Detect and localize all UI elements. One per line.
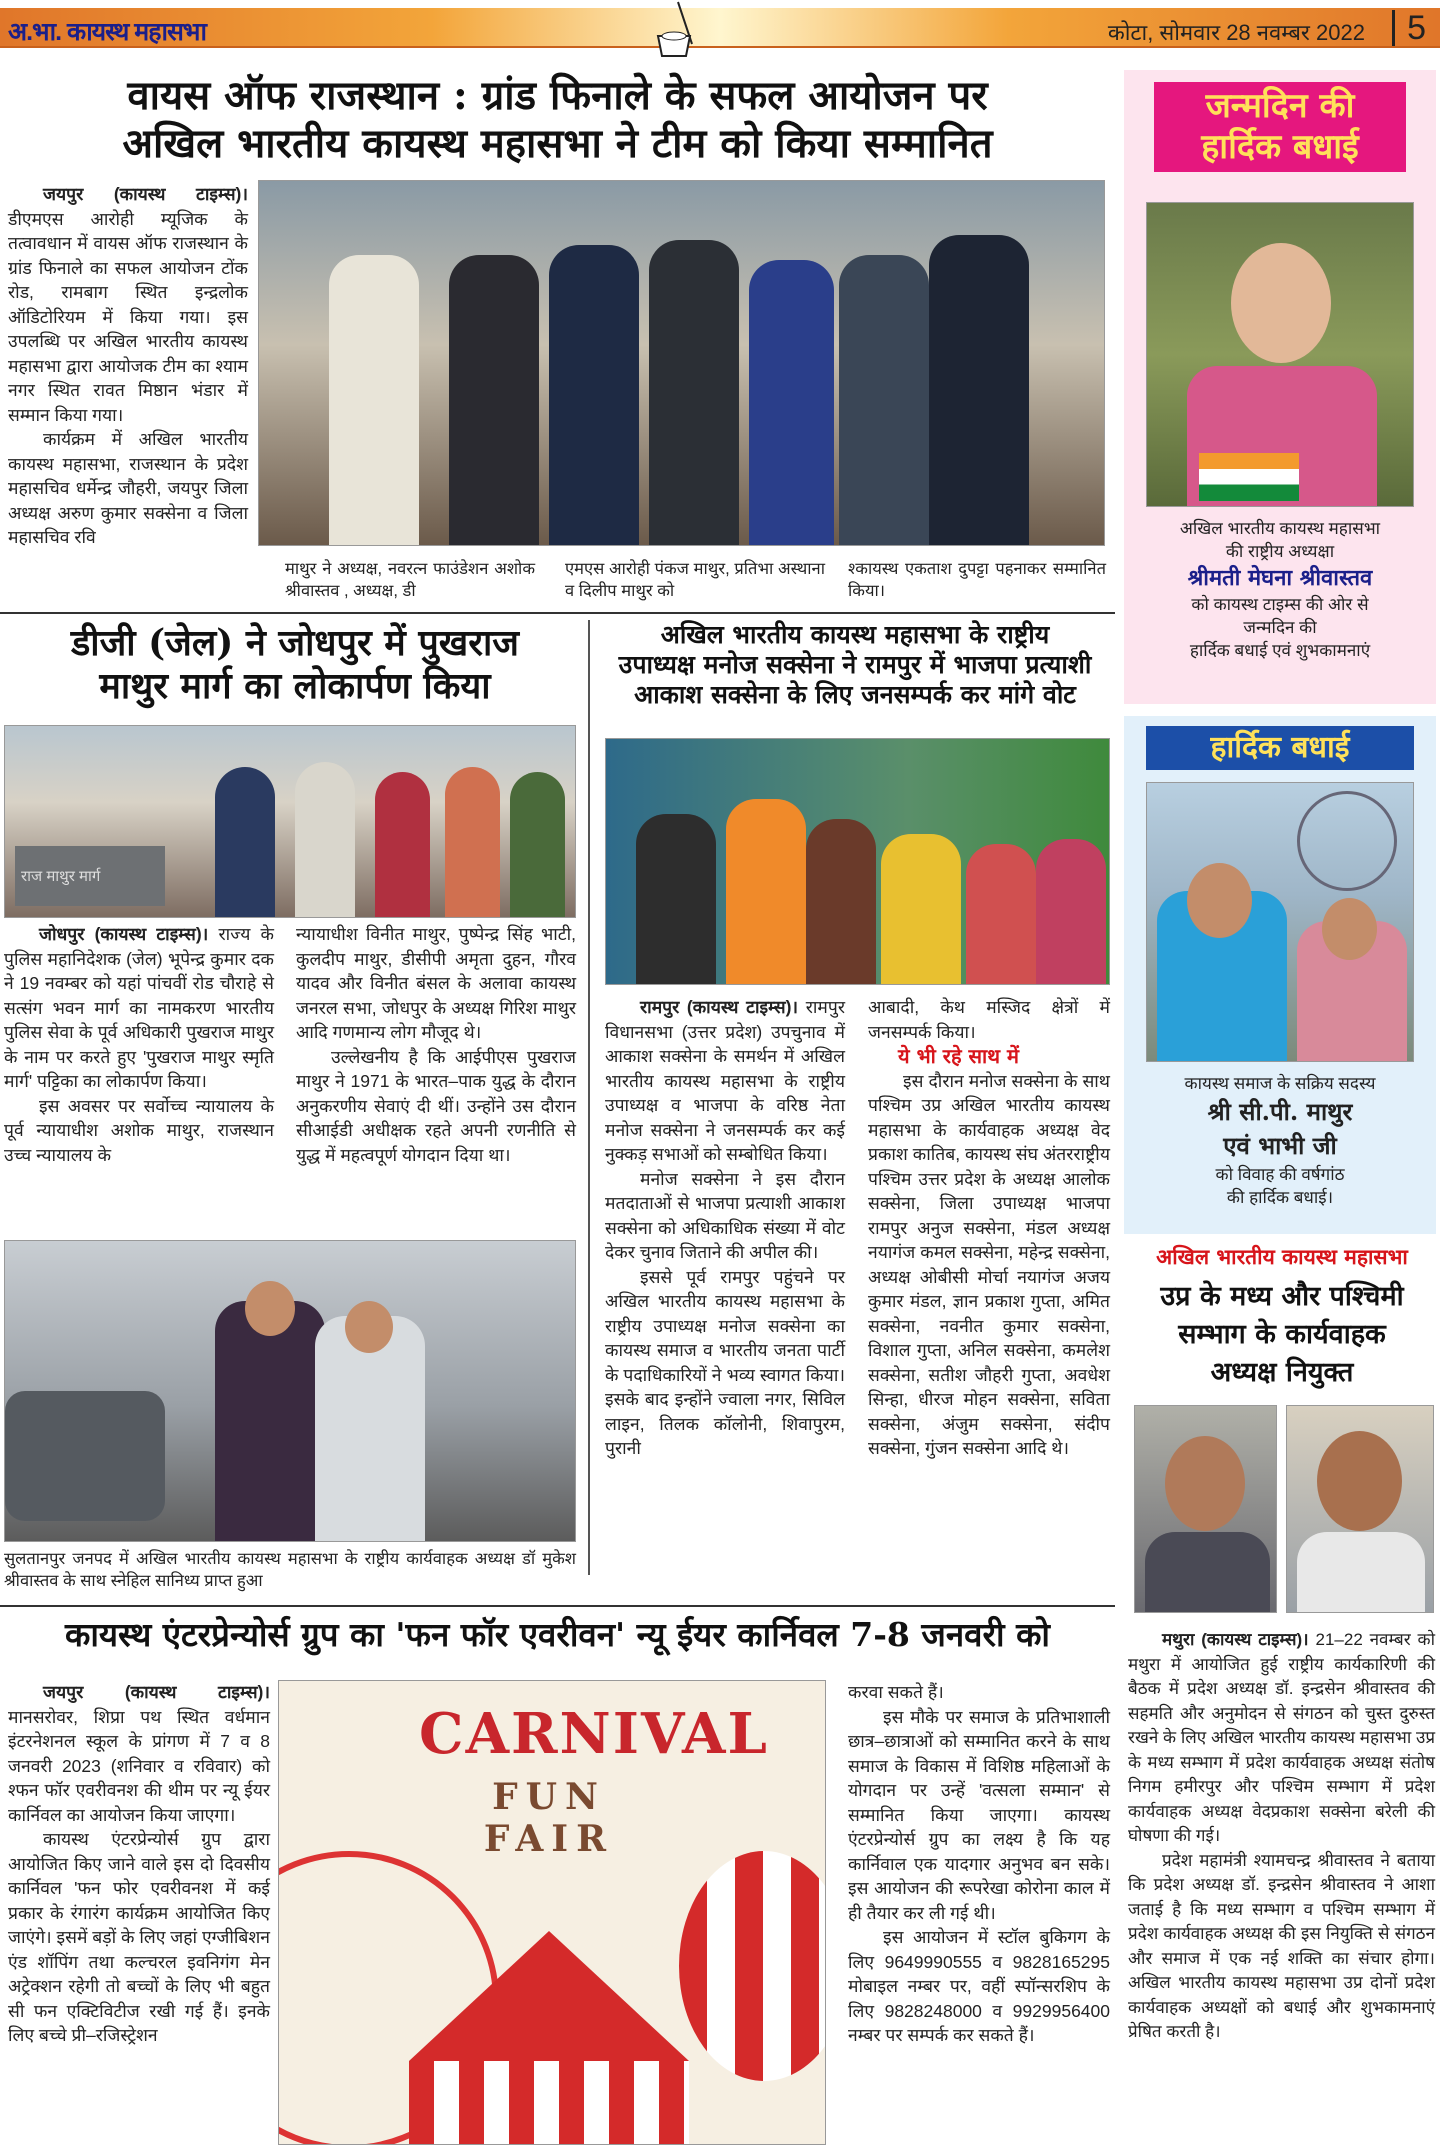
memorial-plaque: राज माथुर मार्ग xyxy=(15,846,165,906)
honoree-name: श्रीमती मेघना श्रीवास्तव xyxy=(1187,565,1373,591)
anniversary-message xyxy=(1134,1072,1426,1209)
dateline: रामपुर (कायस्थ टाइम्स)। xyxy=(640,997,799,1017)
poster-title: CARNIVAL xyxy=(419,1701,769,1767)
quill-inkpot-icon xyxy=(640,0,710,58)
article3-body-col2 xyxy=(868,995,1110,1461)
paragraph: डीएमएस आरोही म्यूजिक के तत्वावधान में वायस ऑफ राजस्थान के ग्रांड फिनाले का सफल आयोजन टोंक रोड, रामबाग स्थित इन्द्रलोक ऑडिटोरियम में किया गया। इस उपलब्धि पर अखिल भारतीय कायस्थ महासभा द्वारा आयोजक टीम का श्याम नगर स्थित रावत मिष्ठान भंडार में सम्मान किया गया। xyxy=(8,208,248,425)
article5-body xyxy=(1128,1628,1435,2045)
article4-headline: कायस्थ एंटरप्रेन्योर्स ग्रुप का 'फन फॉर एवरीवन' न्यू ईयर कार्निवल 7-8 जनवरी को xyxy=(65,1615,1050,1654)
paragraph: मनोज सक्सेना ने इस दौरान मतदाताओं से भाजपा प्रत्याशी आकाश सक्सेना को अधिकाधिक संख्या में वोट देकर चुनाव जिताने की अपील की। xyxy=(605,1168,845,1262)
paragraph: रामपुर विधानसभा (उत्तर प्रदेश) उपचुनाव में आकाश सक्सेना के समर्थन में अखिल भारतीय कायस्थ महासभा के राष्ट्रीय उपाध्यक्ष व भाजपा के वरिष्ठ नेता मनोज सक्सेना ने जनसम्पर्क कर कई नुक्कड़ सभाओं को सम्बोधित किया। xyxy=(605,997,845,1164)
paragraph: करवा सकते हैं। xyxy=(848,1682,944,1702)
message-line: की हार्दिक बधाई। xyxy=(1226,1188,1334,1207)
birthday-photo xyxy=(1146,202,1414,507)
headline-line: डीजी (जेल) ने जोधपुर में पुखराज xyxy=(71,622,519,664)
birthday-box xyxy=(1124,70,1436,704)
honoree-name: एवं भाभी जी xyxy=(1223,1131,1337,1160)
divider xyxy=(0,1605,1115,1607)
heading-line: जन्मदिन की xyxy=(1205,86,1355,126)
paragraph: इस मौके पर समाज के प्रतिभाशाली छात्र–छात्राओं को सम्मानित करने के साथ समाज के विकास में विशिष्ठ महिलाओं के योगदान पर उन्हें 'वत्सला सम्मान' से सम्मानित किया जाएगा। कायस्थ एंटरप्रेन्योर्स ग्रुप का लक्ष्य है कि यह कार्निवाल एक यादगार अनुभव बन सके। इस आयोजन की रूपरेखा कोरोना काल में ही तैयार कर ली गई थी। xyxy=(848,1706,1110,1923)
headline-line: माथुर मार्ग का लोकार्पण किया xyxy=(99,665,491,708)
divider xyxy=(0,612,1115,614)
birthday-message xyxy=(1134,517,1426,662)
page-number: 5 xyxy=(1392,10,1426,46)
message-line: की राष्ट्रीय अध्यक्षा xyxy=(1225,542,1335,561)
article1-body xyxy=(8,182,248,550)
article4-body-col2 xyxy=(848,1680,1110,2048)
anniversary-box xyxy=(1124,716,1436,1234)
paragraph: इस दौरान मनोज सक्सेना के साथ पश्चिम उप्र अखिल भारतीय कायस्थ महासभा के कार्यवाहक अध्यक्ष वेद प्रकाश कातिब, कायस्थ संघ अंतरराष्ट्रीय पश्चिम उत्तर प्रदेश के अध्यक्ष आलोक सक्सेना, जिला उपाध्यक्ष भाजपा रामपुर अनुज सक्सेना, मंडल अध्यक्ष नयागंज कमल सक्सेना, महेन्द्र सक्सेना, अध्यक्ष ओबीसी मोर्चा नयागंज अजय कुमार मंडल, ज्ञान प्रकाश गुप्ता, अमित सक्सेना, नवनीत कुमार सक्सेना, विशाल गुप्ता, अनिल सक्सेना, कमलेश सक्सेना, सतीश जौहरी गुप्ता, अवधेश सिन्हा, धीरज मोहन सक्सेना, सविता सक्सेना, अंजुम सक्सेना, संदीप सक्सेना, गुंजन सक्सेना आदि थे। xyxy=(868,1070,1110,1458)
indian-flag-icon xyxy=(1199,453,1299,501)
column-rule xyxy=(588,620,590,1575)
article3-headline xyxy=(595,620,1115,710)
appointee-photo-1 xyxy=(1134,1405,1277,1613)
issue-date: कोटा, सोमवार 28 नवम्बर 2022 xyxy=(1107,20,1365,45)
honoree-name: श्री सी.पी. माथुर xyxy=(1207,1097,1353,1126)
headline-line: अखिल भारतीय कायस्थ महासभा ने टीम को किया सम्मानित xyxy=(122,120,993,167)
headline-line: सम्भाग के कार्यवाहक xyxy=(1178,1319,1386,1350)
article2-body-col2 xyxy=(296,922,576,1167)
paragraph: 21–22 नवम्बर को मथुरा में आयोजित हुई राष्ट्रीय कार्यकारिणी की बैठक में प्रदेश अध्यक्ष डॉ. इन्द्रसेन श्रीवास्तव की सहमति और अनुमोदन से संगठन को चुस्त दुरुस्त रखने के लिए अखिल भारतीय कायस्थ महासभा उप्र के मध्य सम्भाग में प्रदेश कार्यवाहक अध्यक्ष संतोष निगम हमीरपुर और पश्चिम सम्भाग में प्रदेश कार्यवाहक अध्यक्ष वेदप्रकाश सक्सेना बरेली की घोषणा की गई। xyxy=(1128,1630,1435,1845)
paragraph: इस आयोजन में स्टॉल बुकिगग के लिए 9649990555 व 9828165295 मोबाइल नम्बर पर, वहीं स्पॉन्सरशिप के लिए 9828248000 व 9929956400 नम्बर पर सम्पर्क कर सकते हैं। xyxy=(848,1927,1110,2045)
sultanpur-caption: सुलतानपुर जनपद में अखिल भारतीय कायस्थ महासभा के राष्ट्रीय कार्यवाहक अध्यक्ष डॉ मुकेश श्रीवास्तव के साथ स्नेहिल सानिध्य प्राप्त हुआ xyxy=(4,1550,576,1590)
birthday-heading xyxy=(1154,82,1406,172)
article3-body-col1 xyxy=(605,995,845,1461)
paragraph: राज्य के पुलिस महानिदेशक (जेल) भूपेन्द्र कुमार दक ने 19 नवम्बर को यहां पांचवीं रोड चौराहे से सत्संग भवन मार्ग का नामकरण भारतीय पुलिस सेवा के पूर्व अधिकारी पुखराज माथुर के नाम पर करते हुए 'पुखराज माथुर स्मृति मार्ग' पट्टिका का लोकार्पण किया। xyxy=(4,924,274,1091)
article5-kicker: अखिल भारतीय कायस्थ महासभा xyxy=(1156,1244,1408,1269)
hot-air-balloon-icon xyxy=(679,1851,826,2081)
article1-continuation: एमएस आरोही पंकज माथुर, प्रतिभा अस्थाना व दिलीप माथुर को xyxy=(565,560,825,600)
brand-title: अ.भा. कायस्थ महासभा xyxy=(8,18,206,46)
paragraph: कार्यक्रम में अखिल भारतीय कायस्थ महासभा, राजस्थान के प्रदेश महासचिव धर्मेन्द्र जौहरी, जयपुर जिला अध्यक्ष अरुण कुमार सक्सेना व जिला महासचिव रवि xyxy=(8,429,248,547)
dateline: जयपुर (कायस्थ टाइम्स)। xyxy=(43,184,248,204)
article2-photo xyxy=(4,725,576,918)
heading-line: हार्दिक बधाई xyxy=(1201,126,1359,167)
paragraph: कायस्थ एंटरप्रेन्योर्स ग्रुप द्वारा आयोजित किए जाने वाले इस दो दिवसीय कार्निवल 'फन फोर एवरीवनश में कई प्रकार के रंगारंग कार्यक्रम आयोजित किए जाएंगे। इसमें बड़ों के लिए जहां एग्जीबिशन एंड शॉपिंग तथा कल्चरल इवनिगंग मेन अट्रेक्शन रहेगी तो बच्चों के लिए भी बहुत सी फन एक्टिविटीज रखी गई हैं। इनके लिए बच्चे प्री–रजिस्ट्रेशन xyxy=(8,1829,271,2045)
message-line: को कायस्थ टाइम्स की ओर से xyxy=(1191,595,1369,614)
article2-body-col1 xyxy=(4,922,274,1167)
sultanpur-photo xyxy=(4,1240,576,1542)
circus-tent-icon xyxy=(409,1931,689,2061)
dateline: जयपुर (कायस्थ टाइम्स)। xyxy=(43,1682,270,1702)
paragraph: मानसरोवर, शिप्रा पथ स्थित वर्धमान इंटरनेशनल स्कूल के प्रांगण में 7 व 8 जनवरी 2023 (शनिवार व रविवार) को श्फन फॉर एवरीवनश की थीम पर न्यू ईयर कार्निवल का आयोजन किया जाएगा। xyxy=(8,1706,270,1825)
article5-headline xyxy=(1124,1278,1440,1392)
appointee-photo-2 xyxy=(1286,1405,1434,1613)
paragraph: उल्लेखनीय है कि आईपीएस पुखराज माथुर ने 1971 के भारत–पाक युद्ध के दौरान अनुकरणीय सेवाएं दी थीं। उन्होंने उस दौरान सीआईडी अधीक्षक रहते अपनी रणनीति से युद्ध में महत्वपूर्ण योगदान दिया था। xyxy=(296,1046,576,1165)
paragraph: न्यायाधीश विनीत माथुर, पुष्पेन्द्र सिंह भाटी, कुलदीप माथुर, डीसीपी अमृता दुहन, गौरव यादव और विनीत बंसल के अलावा कायस्थ जनरल सभा, जोधपुर के अध्यक्ष गिरिश माथुर आदि गणमान्य लोग मौजूद थे। xyxy=(296,924,576,1042)
article1-continuation: श्कायस्थ एकताश दुपट्टा पहनाकर सम्मानित किया। xyxy=(848,560,1106,600)
article1-continuation: माथुर ने अध्यक्ष, नवरत्न फाउंडेशन अशोक श्रीवास्तव , अध्यक्ष, डी xyxy=(285,560,535,600)
paragraph: आबादी, केथ मस्जिद क्षेत्रों में जनसम्पर्क किया। xyxy=(868,997,1110,1042)
article4-body-col1 xyxy=(8,1680,270,2048)
headline-line: उप्र के मध्य और पश्चिमी xyxy=(1160,1281,1404,1312)
headline-line: उपाध्यक्ष मनोज सक्सेना ने रामपुर में भाजपा प्रत्याशी xyxy=(618,650,1092,679)
message-line: कायस्थ समाज के सक्रिय सदस्य xyxy=(1184,1074,1376,1093)
headline-line: अध्यक्ष नियुक्त xyxy=(1210,1357,1354,1388)
poster-subtitle: FUN FAIR xyxy=(483,1776,615,1860)
article1-headline xyxy=(0,72,1115,168)
message-line: को विवाह की वर्षगांठ xyxy=(1215,1165,1345,1184)
paragraph: इससे पूर्व रामपुर पहुंचने पर अखिल भारतीय कायस्थ महासभा के राष्ट्रीय उपाध्यक्ष मनोज सक्सेना का कायस्थ समाज व भारतीय जनता पार्टी के पदाधिकारियों ने भव्य स्वागत किया। इसके बाद इन्होंने ज्वाला नगर, सिविल लाइन, तिलक कॉलोनी, शिवापुरम, पुरानी xyxy=(605,1266,845,1458)
dateline: मथुरा (कायस्थ टाइम्स)। xyxy=(1162,1630,1309,1649)
anniversary-heading: हार्दिक बधाई xyxy=(1146,726,1414,770)
article1-group-photo xyxy=(258,180,1105,546)
paragraph: प्रदेश महामंत्री श्यामचन्द्र श्रीवास्तव ने बताया कि प्रदेश अध्यक्ष डॉ. इन्द्रसेन श्रीवास्तव ने आशा जताई है कि मध्य सम्भाग व पश्चिम सम्भाग में प्रदेश कार्यवाहक अध्यक्ष की इस नियुक्ति से संगठन और समाज में एक नई शक्ति का संचार होगा। अखिल भारतीय कायस्थ महासभा उप्र दोनों प्रदेश कार्यवाहक अध्यक्षों को बधाई और शुभकामनाएं प्रेषित करती है। xyxy=(1128,1850,1435,2041)
london-eye-icon xyxy=(1297,791,1397,891)
message-line: जन्मदिन की xyxy=(1243,618,1317,637)
headline-line: अखिल भारतीय कायस्थ महासभा के राष्ट्रीय xyxy=(660,620,1050,649)
subheading: ये भी रहे साथ में xyxy=(898,1044,1019,1068)
message-line: अखिल भारतीय कायस्थ महासभा xyxy=(1179,519,1381,538)
message-line: हार्दिक बधाई एवं शुभकामनाएं xyxy=(1189,641,1371,660)
carnival-poster xyxy=(278,1680,826,2145)
paragraph: इस अवसर पर सर्वोच्च न्यायालय के पूर्व न्यायाधीश अशोक माथुर, राजस्थान उच्च न्यायालय के xyxy=(4,1095,274,1165)
dateline: जोधपुर (कायस्थ टाइम्स)। xyxy=(39,924,209,944)
article2-headline xyxy=(0,622,590,708)
article3-photo xyxy=(605,738,1110,985)
headline-line: आकाश सक्सेना के लिए जनसम्पर्क कर मांगे वोट xyxy=(634,680,1076,709)
headline-line: वायस ऑफ राजस्थान : ग्रांड फिनाले के सफल आयोजन पर xyxy=(127,72,988,119)
anniversary-photo xyxy=(1146,782,1414,1062)
